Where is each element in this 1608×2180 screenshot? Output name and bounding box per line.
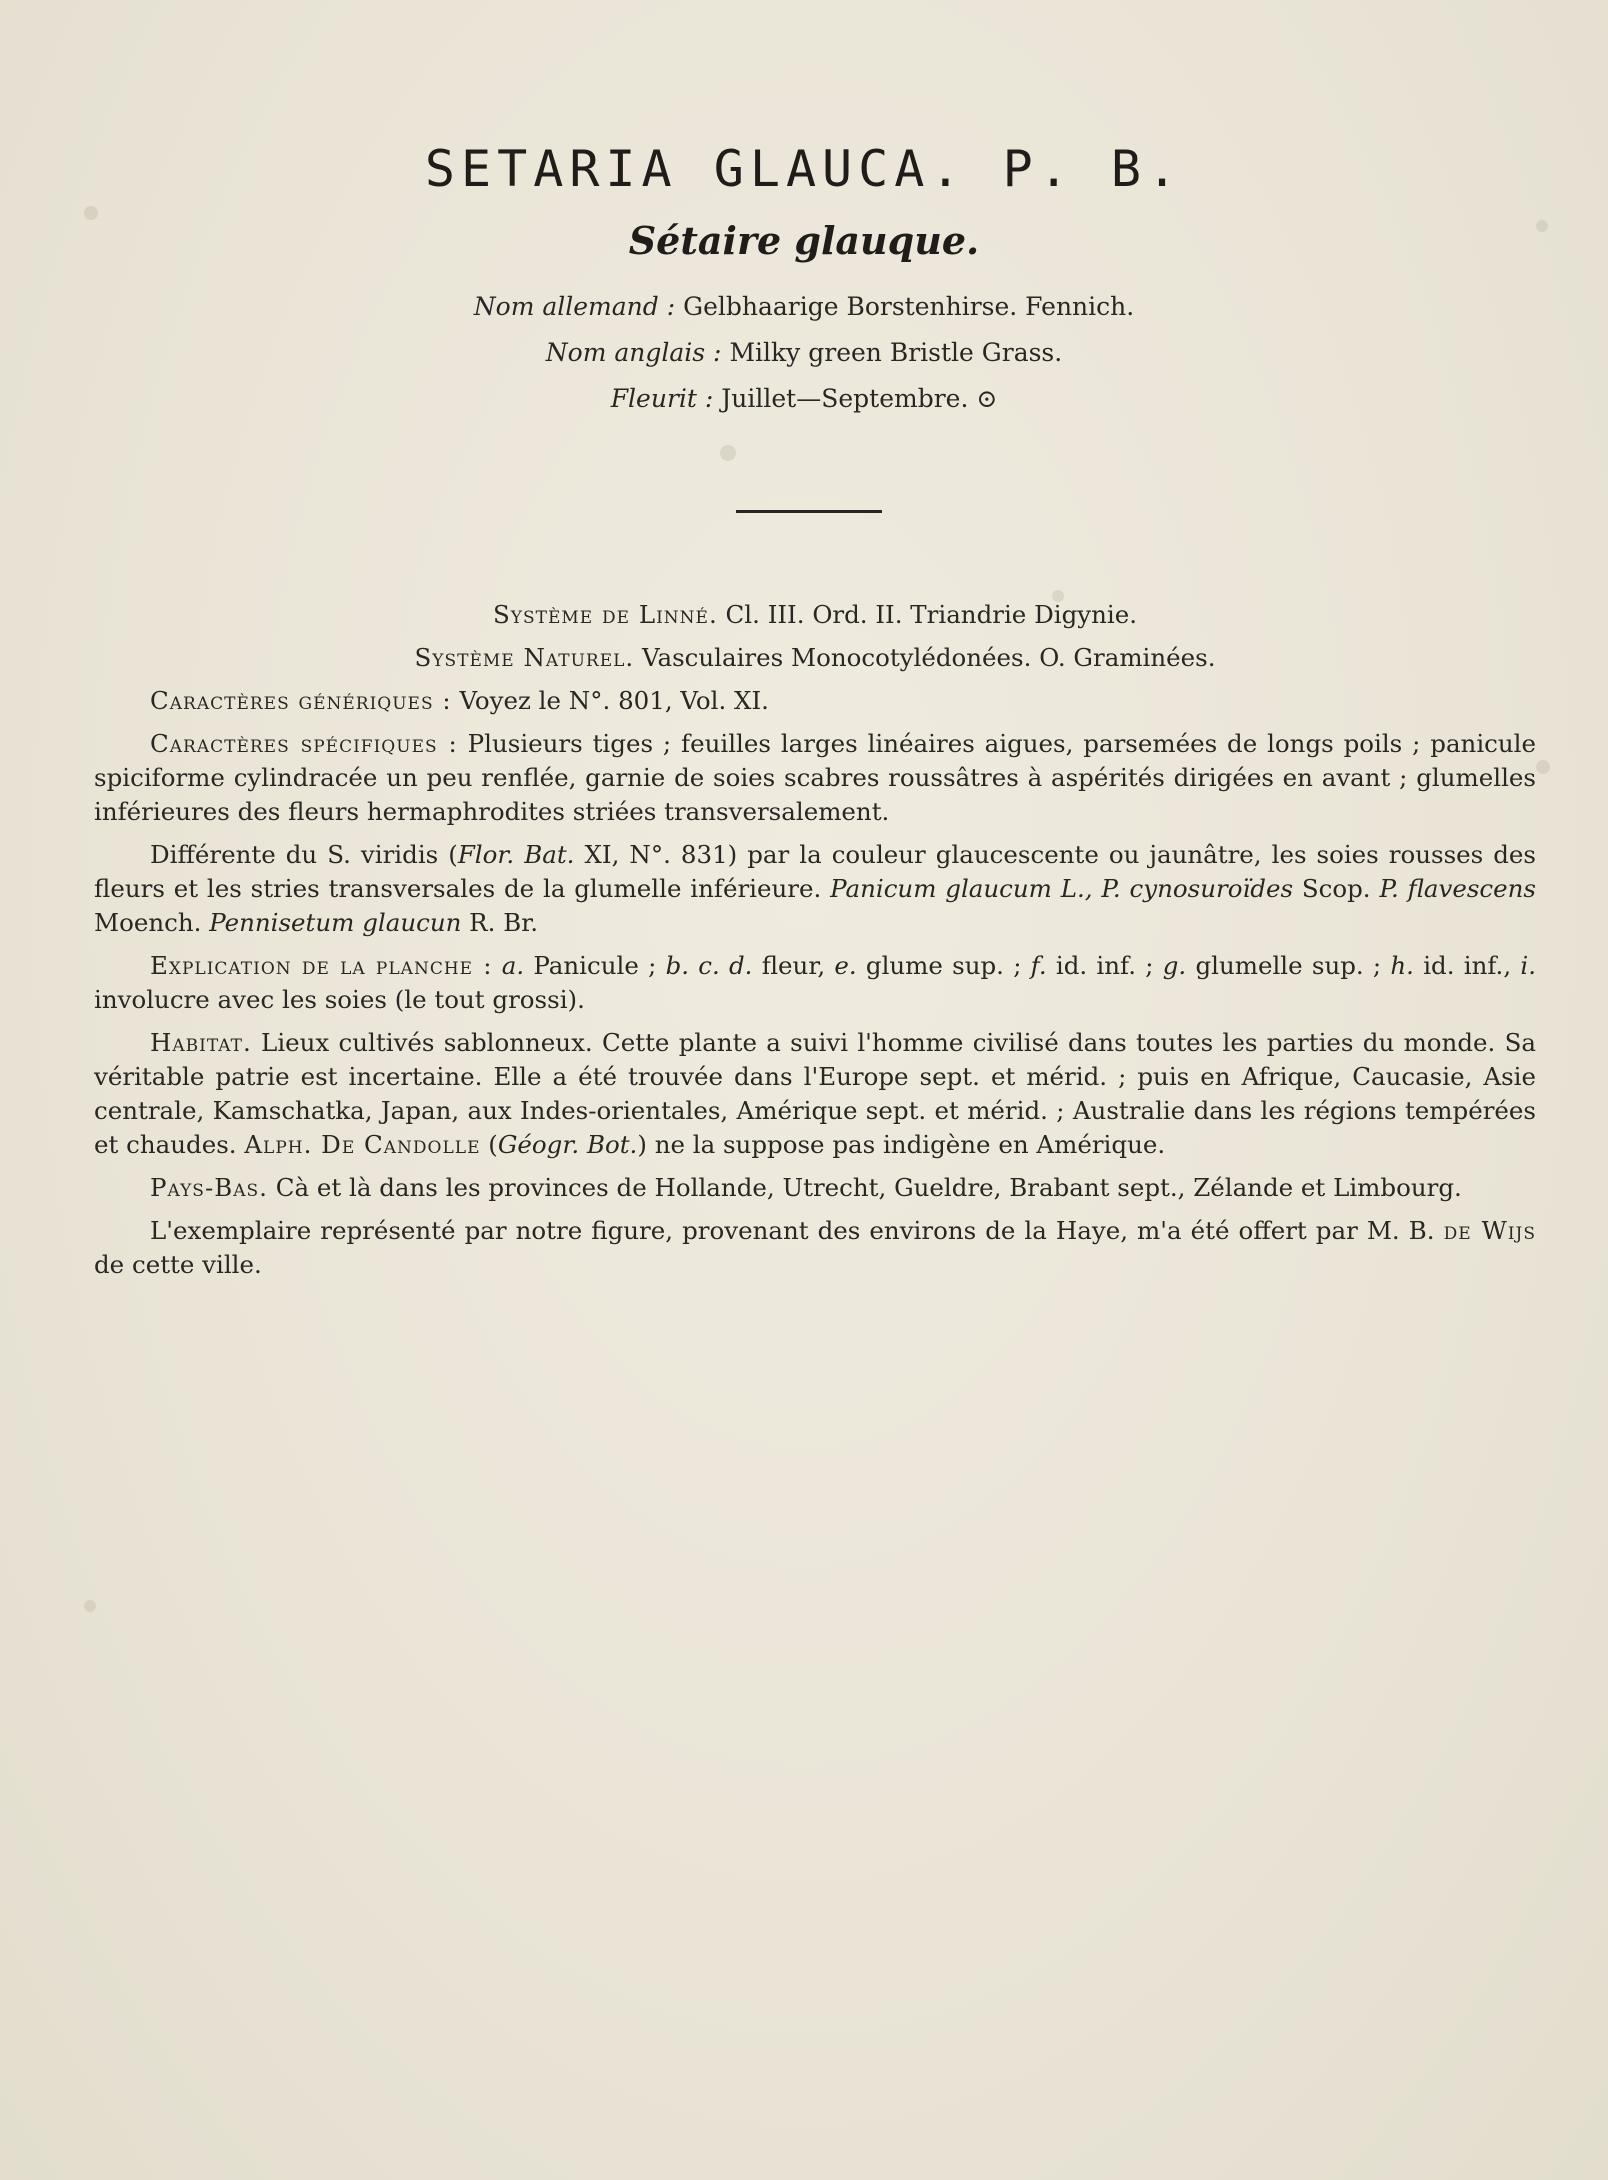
specimen-donor: de Wijs bbox=[1443, 1216, 1536, 1245]
paper-speck bbox=[1536, 760, 1550, 774]
plate-key: b. c. d. bbox=[665, 951, 753, 980]
flowering-label: Fleurit : bbox=[610, 384, 714, 413]
german-name-label: Nom allemand : bbox=[473, 292, 676, 321]
difference-paragraph bbox=[94, 838, 1536, 940]
habitat-author: Alph. De Candolle bbox=[244, 1130, 481, 1159]
diff-synonym: Pennisetum glaucun bbox=[209, 908, 462, 937]
diff-synonym: P. flavescens bbox=[1379, 874, 1537, 903]
specimen-text: L'exemplaire représenté par notre figure, provenant des environs de la Haye, m'a été offert par M. B. bbox=[150, 1216, 1444, 1245]
habitat-citation: Géogr. Bot. bbox=[497, 1130, 638, 1159]
habitat-label: Habitat. bbox=[150, 1028, 252, 1057]
plate-text: glumelle sup. ; bbox=[1186, 951, 1391, 980]
linne-system-paragraph bbox=[94, 598, 1536, 632]
linne-label: Système de Linné. bbox=[492, 600, 718, 629]
diff-text: Scop. bbox=[1293, 874, 1380, 903]
habitat-text: ) ne la suppose pas indigène en Amérique. bbox=[637, 1130, 1166, 1159]
generiques-label: Caractères génériques : bbox=[150, 686, 452, 715]
diff-text: XI, N°. 831) par la couleur glaucescente ou jaunâtre, les soies rousses des fleurs et les stries transversales de la glumelle inférieure. bbox=[94, 840, 1536, 903]
plate-explanation-paragraph bbox=[94, 949, 1536, 1017]
english-name-value: Milky green Bristle Grass. bbox=[729, 338, 1063, 367]
diff-text: R. Br. bbox=[461, 908, 539, 937]
plate-text: id. inf., bbox=[1413, 951, 1521, 980]
naturel-value: Vasculaires Monocotylédonées. O. Graminées. bbox=[642, 643, 1216, 672]
specific-characters-paragraph bbox=[94, 727, 1536, 829]
specifiques-value: Plusieurs tiges ; feuilles larges linéaires aigues, parsemées de longs poils ; panicule spiciforme cylindracée un peu renflée, garnie de soies scabres roussâtres à aspérités dirigées en avant ; glumelles inférieures des fleurs hermaphrodites striées transversalement. bbox=[94, 729, 1536, 826]
plate-key: h. bbox=[1390, 951, 1414, 980]
english-name-line bbox=[0, 338, 1608, 367]
german-name-line bbox=[0, 292, 1608, 321]
page-subtitle: Sétaire glauque. bbox=[628, 218, 980, 263]
generic-characters-paragraph bbox=[94, 684, 1536, 718]
habitat-text: Lieux cultivés sablonneux. Cette plante a suivi l'homme civilisé dans toutes les parties du monde. Sa véritable patrie est incertaine. Elle a été trouvée dans l'Europe sept. et mérid. ; puis en Afrique, Caucasie, Asie centrale, Kamschatka, Japan, aux Indes-orientales, Amérique sept. et mérid. ; Australie dans les régions tempérées et chaudes. bbox=[94, 1028, 1536, 1159]
description-body bbox=[94, 598, 1536, 1291]
paper-speck bbox=[720, 445, 736, 461]
plate-text: involucre avec les soies (le tout grossi). bbox=[94, 985, 585, 1014]
natural-system-paragraph bbox=[94, 641, 1536, 675]
flowering-value: Juillet—Septembre. ⊙ bbox=[721, 384, 998, 413]
diff-text: Différente du S. viridis ( bbox=[150, 840, 458, 869]
flowering-line bbox=[0, 384, 1608, 413]
paper-speck bbox=[84, 1600, 96, 1612]
page-title: SETARIA GLAUCA. P. B. bbox=[424, 140, 1184, 198]
explication-label: Explication de la planche : bbox=[150, 951, 493, 980]
plate-key: i. bbox=[1520, 951, 1536, 980]
habitat-paragraph bbox=[94, 1026, 1536, 1162]
diff-citation: Flor. Bat. bbox=[457, 840, 575, 869]
specimen-text: de cette ville. bbox=[94, 1250, 262, 1279]
german-name-value: Gelbhaarige Borstenhirse. Fennich. bbox=[683, 292, 1135, 321]
generiques-value: Voyez le N°. 801, Vol. XI. bbox=[459, 686, 769, 715]
plate-text: fleur, bbox=[752, 951, 835, 980]
habitat-text: ( bbox=[480, 1130, 498, 1159]
naturel-label: Système Naturel. bbox=[414, 643, 635, 672]
english-name-label: Nom anglais : bbox=[545, 338, 722, 367]
plate-key: e. bbox=[834, 951, 857, 980]
plate-text: Panicule ; bbox=[524, 951, 666, 980]
linne-value: Cl. III. Ord. II. Triandrie Digynie. bbox=[725, 600, 1137, 629]
specimen-paragraph bbox=[94, 1214, 1536, 1282]
plate-key: a. bbox=[501, 951, 525, 980]
specifiques-label: Caractères spécifiques : bbox=[150, 729, 458, 758]
paysbas-label: Pays-Bas. bbox=[150, 1173, 268, 1202]
plate-key: f. bbox=[1030, 951, 1047, 980]
diff-synonym: Panicum glaucum L., P. cynosuroïdes bbox=[830, 874, 1294, 903]
plate-key: g. bbox=[1162, 951, 1187, 980]
pays-bas-paragraph bbox=[94, 1171, 1536, 1205]
paysbas-value: Cà et là dans les provinces de Hollande, Utrecht, Gueldre, Brabant sept., Zélande et Limbourg. bbox=[275, 1173, 1462, 1202]
diff-text: Moench. bbox=[94, 908, 210, 937]
section-divider bbox=[736, 510, 882, 513]
plate-text: id. inf. ; bbox=[1046, 951, 1163, 980]
plate-text: glume sup. ; bbox=[856, 951, 1031, 980]
